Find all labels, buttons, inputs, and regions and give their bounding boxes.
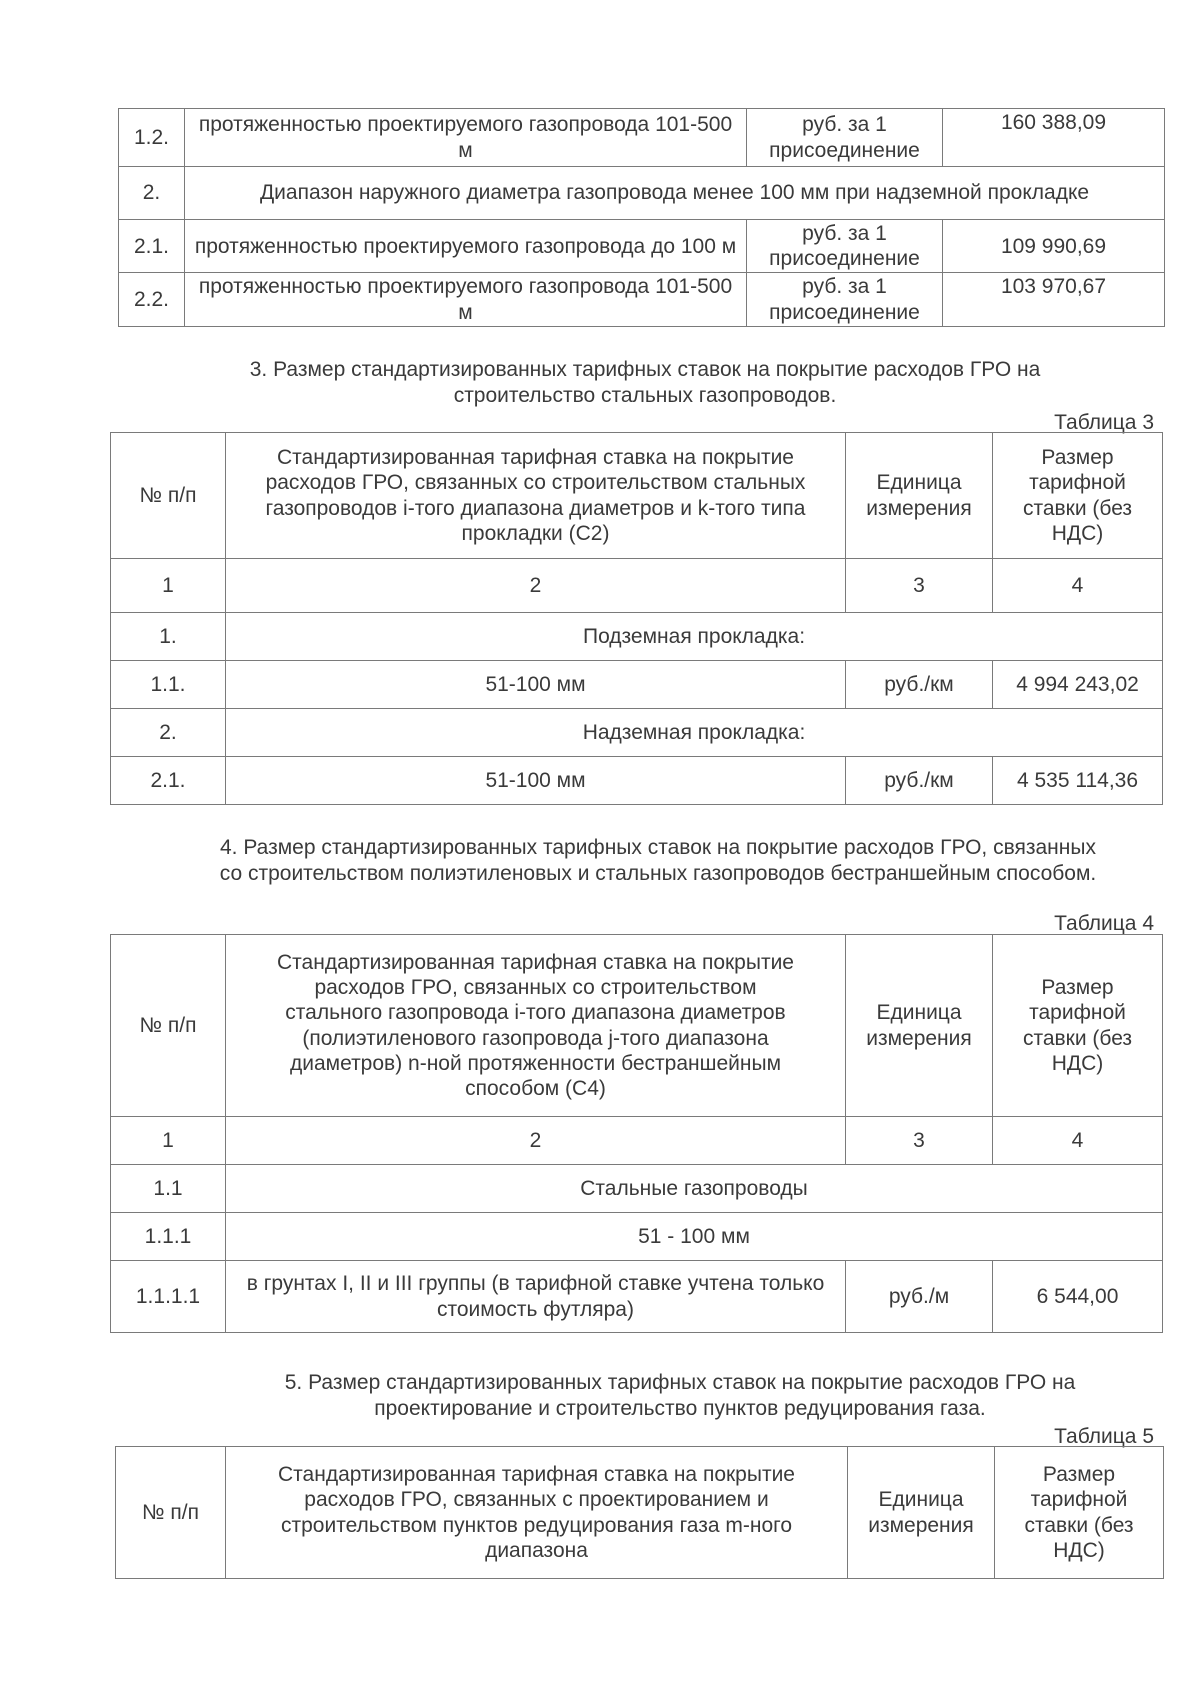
column-number-row xyxy=(111,1117,1163,1165)
table-row xyxy=(111,1165,1163,1213)
row-number: 1.1.1 xyxy=(111,1213,226,1261)
header-num: № п/п xyxy=(111,433,226,559)
row-number: 2. xyxy=(119,167,185,220)
row-unit: руб. за 1 присоединение xyxy=(747,220,943,273)
col-number: 1 xyxy=(111,1117,226,1165)
col-number: 4 xyxy=(993,1117,1163,1165)
row-number: 2. xyxy=(111,709,226,757)
row-value: 4 994 243,02 xyxy=(993,661,1163,709)
table-row xyxy=(119,167,1165,220)
header-num: № п/п xyxy=(116,1447,226,1579)
section-title: Диапазон наружного диаметра газопровода менее 100 мм при надземной прокладке xyxy=(185,167,1165,220)
row-description: 51-100 мм xyxy=(226,661,846,709)
table-row xyxy=(119,109,1165,167)
header-description: Стандартизированная тарифная ставка на покрытие расходов ГРО, связанных со строительством стальных газопроводов i-того диапазона диаметров и k-того типа прокладки (C2) xyxy=(226,433,846,559)
row-description: протяженностью проектируемого газопровода 101-500 м xyxy=(185,109,747,167)
row-number: 1.1. xyxy=(111,661,226,709)
table-2-tail xyxy=(118,108,1165,327)
row-number: 1.1.1.1 xyxy=(111,1261,226,1333)
table-5 xyxy=(115,1446,1164,1579)
row-description: в грунтах I, II и III группы (в тарифной ставке учтена только стоимость футляра) xyxy=(226,1261,846,1333)
row-description: протяженностью проектируемого газопровода до 100 м xyxy=(185,220,747,273)
table-3-label: Таблица 3 xyxy=(1054,411,1154,434)
section-title: Стальные газопроводы xyxy=(226,1165,1163,1213)
row-unit: руб./м xyxy=(846,1261,993,1333)
header-num: № п/п xyxy=(111,935,226,1117)
row-unit: руб. за 1 присоединение xyxy=(747,109,943,167)
row-description: протяженностью проектируемого газопровода 101-500 м xyxy=(185,273,747,326)
row-unit: руб. за 1 присоединение xyxy=(747,273,943,326)
section-4-heading: 4. Размер стандартизированных тарифных ставок на покрытие расходов ГРО, связанных со строительством полиэтиленовых и стальных газопроводов бестраншейным способом. xyxy=(219,836,1097,886)
col-number: 2 xyxy=(226,1117,846,1165)
table-row xyxy=(111,613,1163,661)
header-unit: Единица измерения xyxy=(846,433,993,559)
section-title: Надземная прокладка: xyxy=(226,709,1163,757)
row-value: 6 544,00 xyxy=(993,1261,1163,1333)
row-number: 2.1. xyxy=(111,757,226,805)
col-number: 1 xyxy=(111,559,226,613)
col-number: 3 xyxy=(846,1117,993,1165)
row-value: 4 535 114,36 xyxy=(993,757,1163,805)
table-row xyxy=(119,220,1165,273)
header-description: Стандартизированная тарифная ставка на покрытие расходов ГРО, связанных со строительством стального газопровода i-того диапазона диаметров (полиэтиленового газопровода j-того диапазона диаметров) n-ной протяженности бестраншейным способом (C4) xyxy=(226,935,846,1117)
table-4-label: Таблица 4 xyxy=(1054,912,1154,935)
row-number: 1. xyxy=(111,613,226,661)
table-header-row xyxy=(116,1447,1164,1579)
header-unit: Единица измерения xyxy=(846,935,993,1117)
table-row xyxy=(111,709,1163,757)
table-5-label: Таблица 5 xyxy=(1054,1425,1154,1448)
section-title: Подземная прокладка: xyxy=(226,613,1163,661)
row-unit: руб./км xyxy=(846,661,993,709)
row-value: 103 970,67 xyxy=(943,273,1165,326)
table-row xyxy=(111,661,1163,709)
col-number: 2 xyxy=(226,559,846,613)
section-title: 51 - 100 мм xyxy=(226,1213,1163,1261)
table-row xyxy=(111,1261,1163,1333)
col-number: 3 xyxy=(846,559,993,613)
table-3 xyxy=(110,432,1163,805)
header-description: Стандартизированная тарифная ставка на покрытие расходов ГРО, связанных с проектированием и строительством пунктов редуцирования газа m-ного диапазона xyxy=(226,1447,848,1579)
table-row xyxy=(111,1213,1163,1261)
table-row xyxy=(119,273,1165,326)
column-number-row xyxy=(111,559,1163,613)
table-row xyxy=(111,757,1163,805)
row-number: 2.2. xyxy=(119,273,185,326)
header-value: Размер тарифной ставки (без НДС) xyxy=(995,1447,1164,1579)
header-value: Размер тарифной ставки (без НДС) xyxy=(993,433,1163,559)
header-value: Размер тарифной ставки (без НДС) xyxy=(993,935,1163,1117)
table-header-row xyxy=(111,433,1163,559)
section-3-heading: 3. Размер стандартизированных тарифных ставок на покрытие расходов ГРО на строительство стальных газопроводов. xyxy=(249,358,1041,408)
header-unit: Единица измерения xyxy=(848,1447,995,1579)
table-header-row xyxy=(111,935,1163,1117)
row-description: 51-100 мм xyxy=(226,757,846,805)
col-number: 4 xyxy=(993,559,1163,613)
row-number: 2.1. xyxy=(119,220,185,273)
section-5-heading: 5. Размер стандартизированных тарифных ставок на покрытие расходов ГРО на проектирование и строительство пунктов редуцирования газа. xyxy=(284,1371,1076,1421)
row-number: 1.1 xyxy=(111,1165,226,1213)
table-4 xyxy=(110,934,1163,1333)
row-number: 1.2. xyxy=(119,109,185,167)
row-unit: руб./км xyxy=(846,757,993,805)
row-value: 160 388,09 xyxy=(943,109,1165,167)
row-value: 109 990,69 xyxy=(943,220,1165,273)
